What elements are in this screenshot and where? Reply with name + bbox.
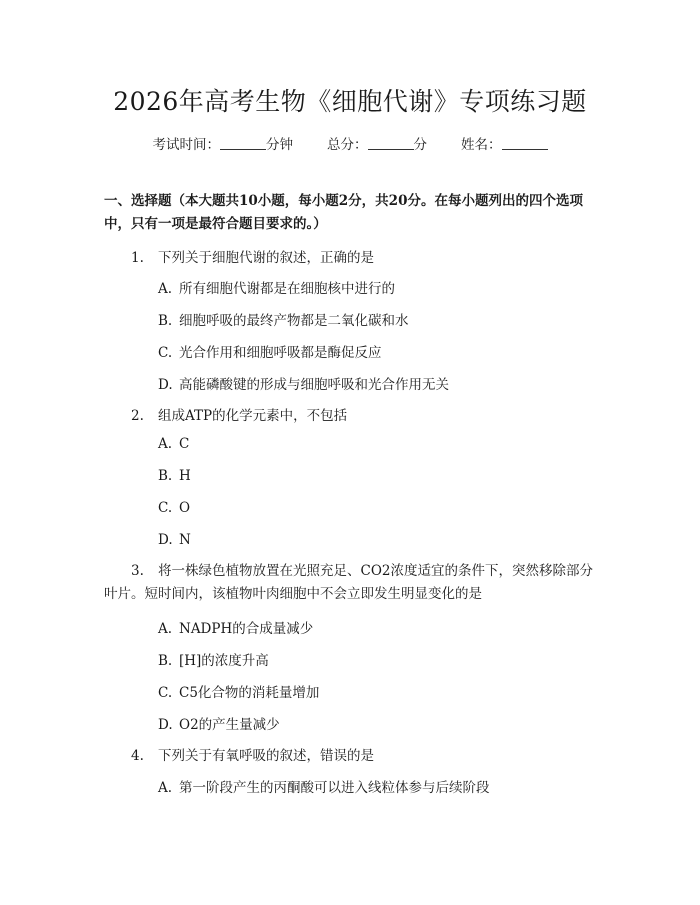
- question-text: 下列关于有氧呼吸的叙述，错误的是: [158, 748, 374, 764]
- option-3d: [158, 713, 280, 733]
- section-heading: 一、选择题（本大题共10小题，每小题2分，共20分。在每小题列出的四个选项中，只有一项是最符合题目要求的。）: [104, 193, 583, 232]
- option-letter: C.: [158, 685, 173, 701]
- name-label: 姓名：: [461, 137, 502, 153]
- question-number: 3.: [131, 563, 144, 579]
- option-1a: [158, 277, 395, 297]
- option-text: C5化合物的消耗量增加: [179, 685, 320, 701]
- page-title: 2026年高考生物《细胞代谢》专项练习题: [113, 87, 587, 116]
- option-letter: C.: [158, 345, 173, 361]
- option-letter: C.: [158, 500, 173, 516]
- option-2c: [158, 500, 190, 516]
- exam-info-line: [0, 133, 700, 153]
- option-letter: A.: [158, 436, 173, 452]
- option-3c: [158, 681, 319, 701]
- question-3: [104, 560, 602, 606]
- question-number: 1.: [131, 250, 144, 266]
- option-text: [H]的浓度升高: [179, 653, 269, 669]
- score-label: 总分：: [327, 137, 368, 153]
- question-text: 下列关于细胞代谢的叙述，正确的是: [158, 250, 374, 266]
- option-text: 细胞呼吸的最终产物都是二氧化碳和水: [179, 313, 409, 329]
- option-2d: [158, 532, 191, 548]
- question-number: 4.: [131, 748, 144, 764]
- option-letter: A.: [158, 780, 173, 796]
- option-text: O2的产生量减少: [179, 717, 280, 733]
- option-letter: B.: [158, 468, 173, 484]
- option-3a: [158, 617, 313, 637]
- option-letter: D.: [158, 532, 173, 548]
- score-blank: [368, 136, 414, 150]
- option-letter: D.: [158, 377, 173, 393]
- option-letter: B.: [158, 653, 173, 669]
- question-text: 将一株绿色植物放置在光照充足、CO2浓度适宜的条件下，突然移除部分叶片。短时间内，该植物叶肉细胞中不会立即发生明显变化的是: [104, 563, 593, 602]
- question-4: [131, 744, 374, 764]
- name-blank: [502, 136, 548, 150]
- option-letter: D.: [158, 717, 173, 733]
- option-3b: [158, 649, 269, 669]
- option-text: 所有细胞代谢都是在细胞核中进行的: [179, 281, 395, 297]
- option-text: 光合作用和细胞呼吸都是酶促反应: [179, 345, 382, 361]
- option-1c: [158, 341, 382, 361]
- option-letter: A.: [158, 621, 173, 637]
- option-text: 高能磷酸键的形成与细胞呼吸和光合作用无关: [179, 377, 449, 393]
- option-letter: B.: [158, 313, 173, 329]
- option-text: 第一阶段产生的丙酮酸可以进入线粒体参与后续阶段: [179, 780, 490, 796]
- option-text: H: [179, 468, 191, 484]
- question-text: 组成ATP的化学元素中，不包括: [158, 408, 348, 424]
- option-4a: [158, 776, 490, 796]
- question-1: [131, 246, 374, 266]
- question-number: 2.: [131, 408, 144, 424]
- option-2a: [158, 436, 189, 452]
- time-blank: [220, 136, 266, 150]
- option-text: C: [179, 436, 190, 452]
- option-2b: [158, 468, 191, 484]
- option-text: N: [179, 532, 191, 548]
- option-letter: A.: [158, 281, 173, 297]
- time-unit: 分钟: [266, 137, 293, 153]
- option-1d: [158, 373, 449, 393]
- score-unit: 分: [413, 137, 427, 153]
- time-label: 考试时间：: [152, 137, 220, 153]
- question-2: [131, 404, 347, 424]
- option-1b: [158, 309, 409, 329]
- option-text: O: [179, 500, 191, 516]
- option-text: NADPH的合成量减少: [179, 621, 314, 637]
